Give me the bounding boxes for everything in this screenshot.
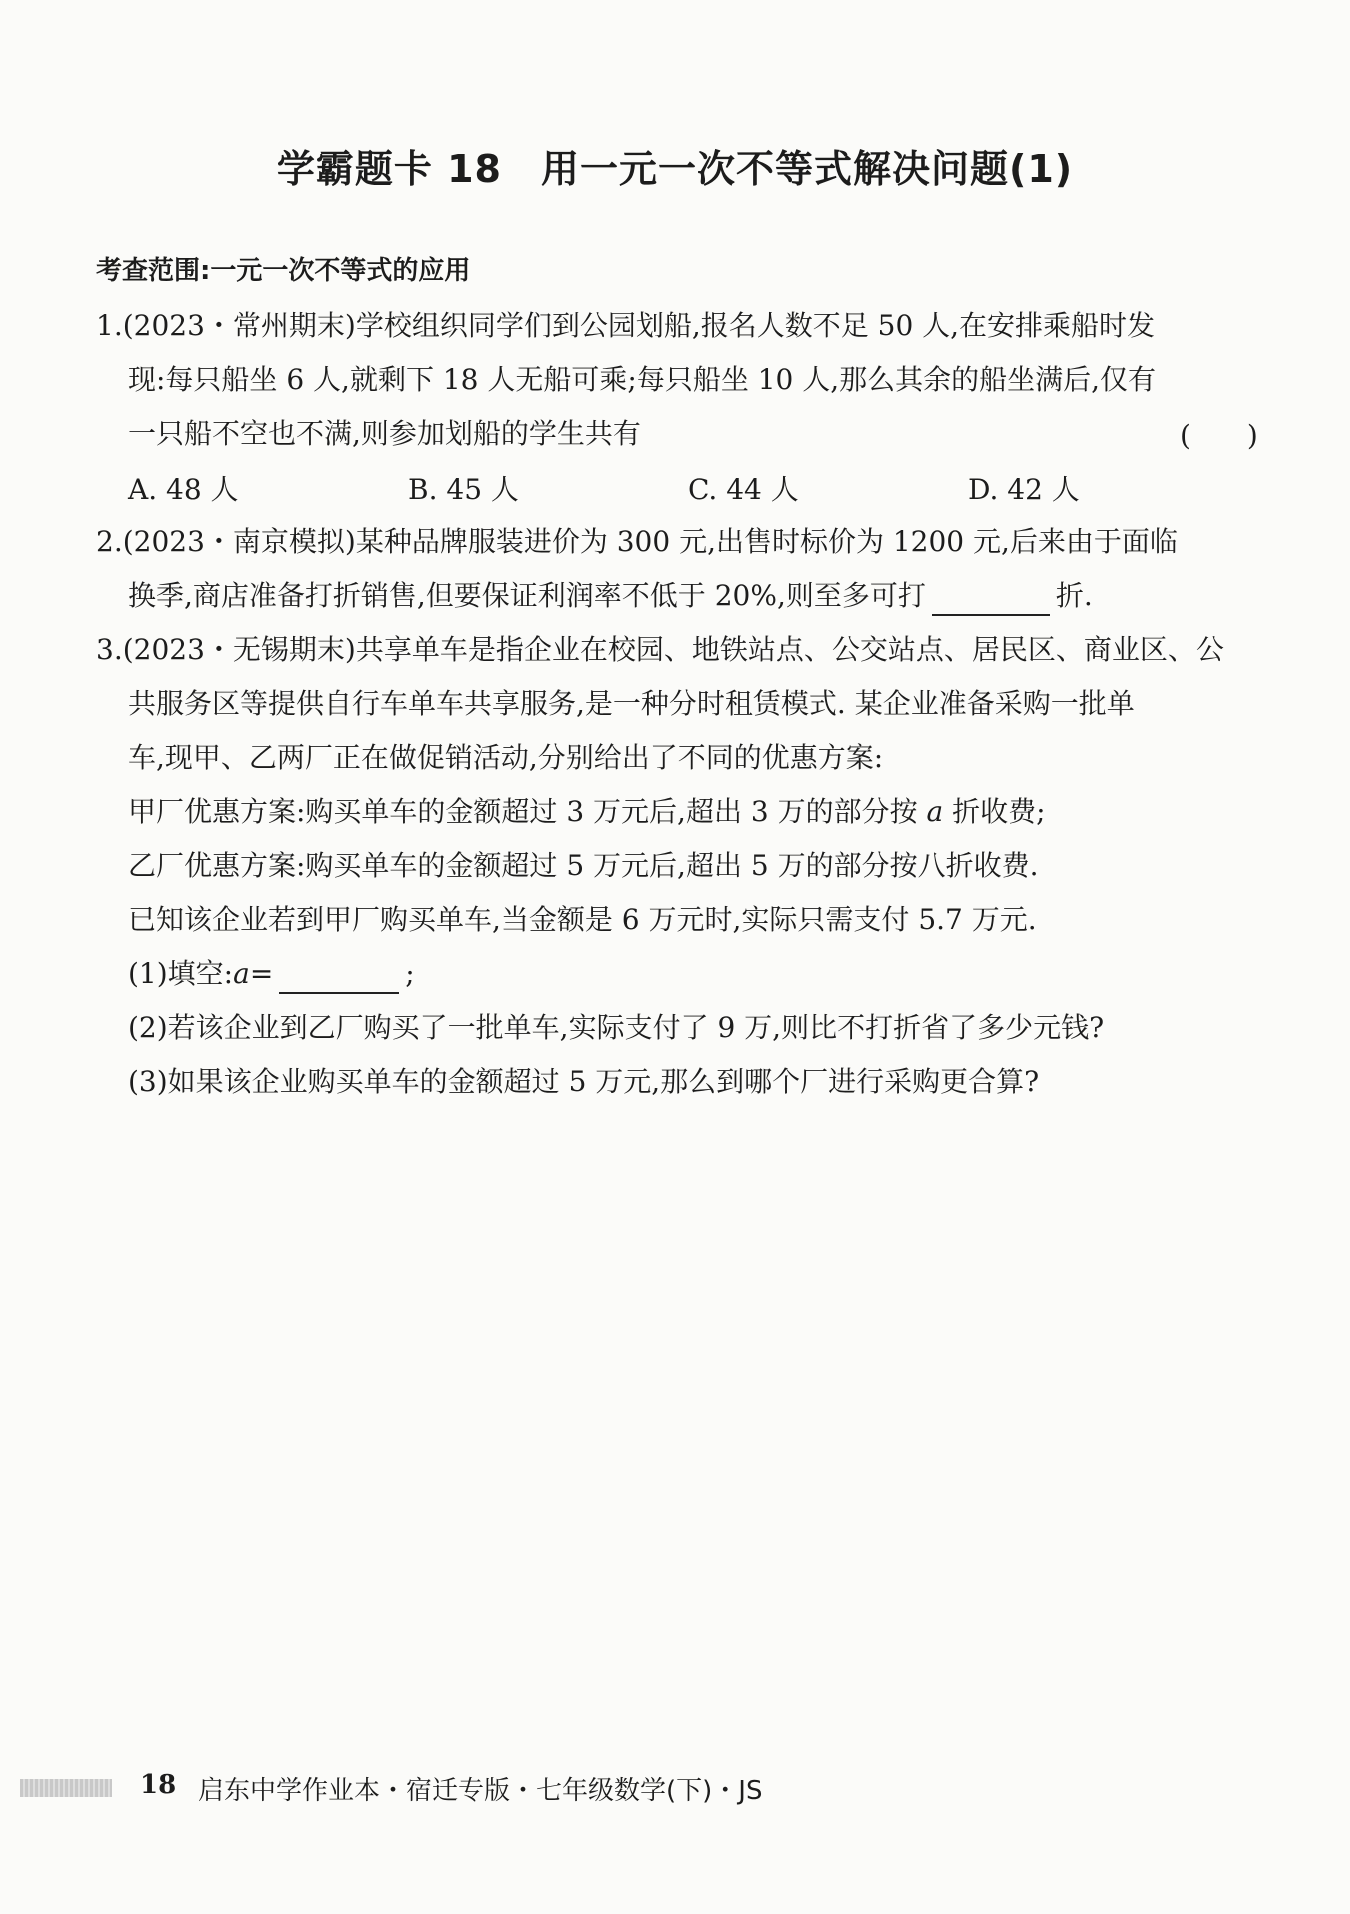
q3-plan-jia-text: 甲厂优惠方案:购买单车的金额超过 3 万元后,超出 3 万的部分按 bbox=[128, 795, 927, 828]
q2-line2-end: 折. bbox=[1055, 579, 1093, 612]
q2-line2 bbox=[128, 576, 1093, 616]
q3-sub1-label: (1)填空: bbox=[128, 957, 234, 990]
q3-sub1-var: a bbox=[233, 957, 250, 990]
q1-line3: 一只船不空也不满,则参加划船的学生共有 bbox=[128, 417, 641, 450]
page-title: 学霸题卡 18 用一元一次不等式解决问题(1) bbox=[276, 147, 1074, 191]
q3-sub2: (2)若该企业到乙厂购买了一批单车,实际支付了 9 万,则比不打折省了多少元钱? bbox=[128, 1011, 1105, 1044]
q2-line2-text: 换季,商店准备打折销售,但要保证利润率不低于 20%,则至多可打 bbox=[128, 579, 926, 612]
q3-line1: 3.(2023・无锡期末)共享单车是指企业在校园、地铁站点、公交站点、居民区、商业区、公 bbox=[96, 633, 1224, 666]
q3-sub1 bbox=[128, 954, 415, 994]
q3-sub1-eq: = bbox=[249, 957, 274, 990]
q1-option-b: B. 45 人 bbox=[408, 473, 519, 506]
q3-line3: 车,现甲、乙两厂正在做促销活动,分别给出了不同的优惠方案: bbox=[128, 741, 884, 774]
q2-line1: 2.(2023・南京模拟)某种品牌服装进价为 300 元,出售时标价为 1200 元,后来由于面临 bbox=[96, 525, 1178, 558]
q3-line2: 共服务区等提供自行车单车共享服务,是一种分时租赁模式. 某企业准备采购一批单 bbox=[128, 687, 1135, 720]
q3-known: 已知该企业若到甲厂购买单车,当金额是 6 万元时,实际只需支付 5.7 万元. bbox=[128, 903, 1037, 936]
q1-option-c: C. 44 人 bbox=[688, 473, 799, 506]
q3-sub1-end: ; bbox=[405, 957, 415, 990]
exam-scope: 考查范围:一元一次不等式的应用 bbox=[96, 256, 471, 286]
q3-sub3: (3)如果该企业购买单车的金额超过 5 万元,那么到哪个厂进行采购更合算? bbox=[128, 1065, 1040, 1098]
q1-option-a: A. 48 人 bbox=[128, 473, 239, 506]
q3-plan-jia-end: 折收费; bbox=[943, 795, 1046, 828]
q1-option-d: D. 42 人 bbox=[968, 473, 1080, 506]
footer-page-number: 18 bbox=[140, 1770, 177, 1800]
q3-plan-jia bbox=[128, 792, 1046, 832]
q3-plan-yi: 乙厂优惠方案:购买单车的金额超过 5 万元后,超出 5 万的部分按八折收费. bbox=[128, 849, 1039, 882]
q1-answer-paren: ( ) bbox=[1180, 419, 1258, 452]
q3-sub1-blank bbox=[279, 962, 399, 994]
q3-plan-jia-var: a bbox=[926, 795, 944, 828]
q1-line2: 现:每只船坐 6 人,就剩下 18 人无船可乘;每只船坐 10 人,那么其余的船坐满后,仅有 bbox=[128, 363, 1157, 396]
footer-decoration bbox=[20, 1779, 112, 1797]
q2-answer-blank bbox=[932, 584, 1050, 616]
q1-line1: 1.(2023・常州期末)学校组织同学们到公园划船,报名人数不足 50 人,在安排乘船时发 bbox=[96, 309, 1156, 342]
footer-book-title: 启东中学作业本・宿迁专版・七年级数学(下)・JS bbox=[198, 1776, 763, 1806]
